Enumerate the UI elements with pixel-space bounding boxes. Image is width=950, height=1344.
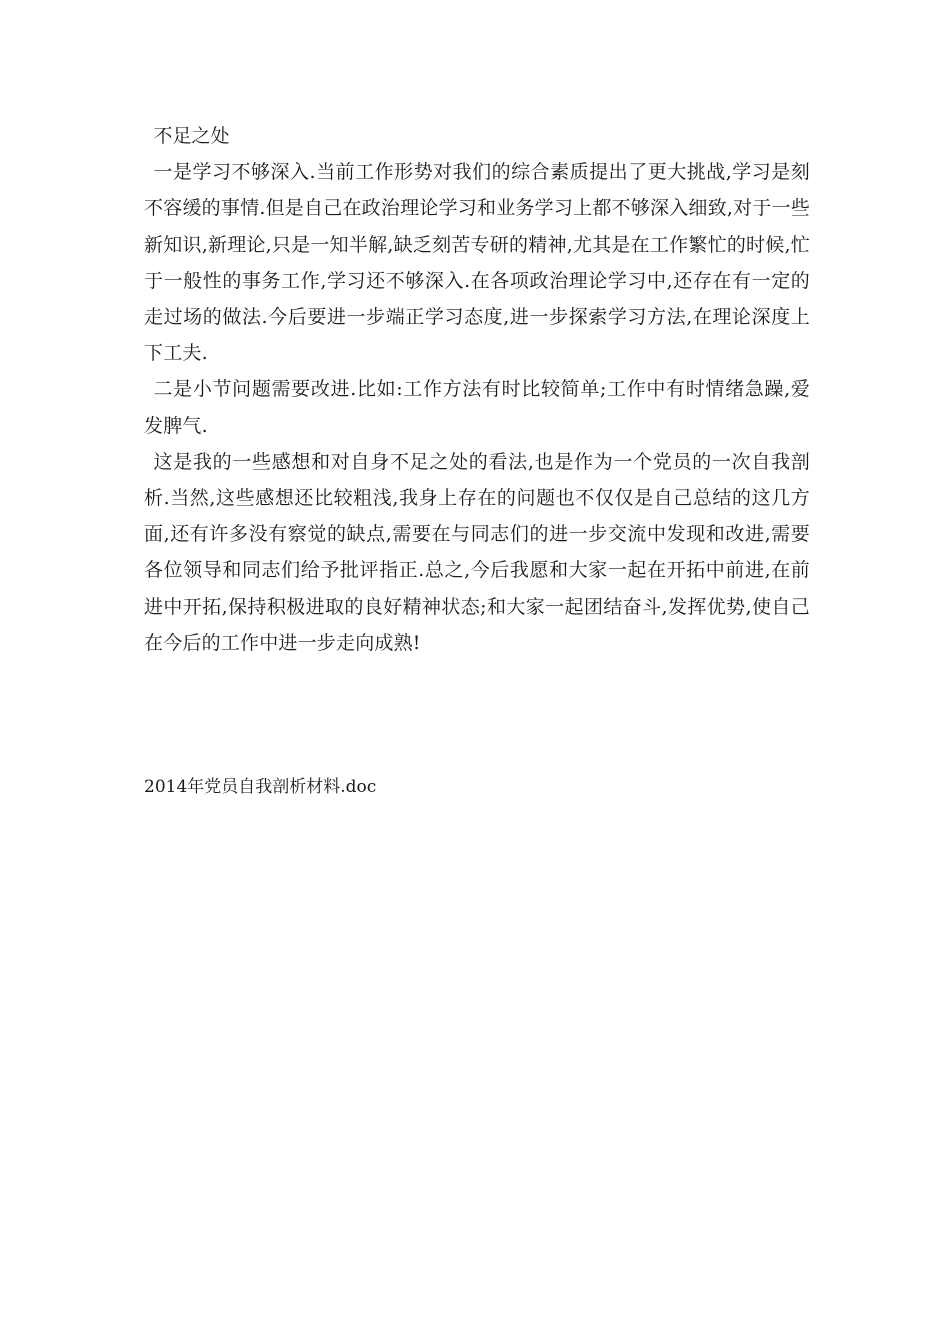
paragraph-details: 二是小节问题需要改进.比如:工作方法有时比较简单;工作中有时情绪急躁,爱发脾气. — [144, 378, 810, 437]
document-body — [144, 118, 810, 661]
document-file-name: 2014年党员自我剖析材料.doc — [144, 777, 377, 797]
section-heading: 不足之处 — [153, 125, 230, 147]
paragraph-study: 一是学习不够深入.当前工作形势对我们的综合素质提出了更大挑战,学习是刻不容缓的事情.但是自己在政治理论学习和业务学习上都不够深入细致,对于一些新知识,新理论,只是一知半解,缺乏刻苦专研的精神,尤其是在工作繁忙的时候,忙于一般性的事务工作,学习还不够深入.在各项政治理论学习中,还存在有一定的走过场的做法.今后要进一步端正学习态度,进一步探索学习方法,在理论深度上下工夫. — [144, 161, 810, 365]
paragraph-conclusion: 这是我的一些感想和对自身不足之处的看法,也是作为一个党员的一次自我剖析.当然,这些感想还比较粗浅,我身上存在的问题也不仅仅是自己总结的这几方面,还有许多没有察觉的缺点,需要在与同志们的进一步交流中发现和改进,需要各位领导和同志们给予批评指正.总之,今后我愿和大家一起在开拓中前进,在前进中开拓,保持积极进取的良好精神状态;和大家一起团结奋斗,发挥优势,使自己在今后的工作中进一步走向成熟! — [144, 450, 810, 654]
